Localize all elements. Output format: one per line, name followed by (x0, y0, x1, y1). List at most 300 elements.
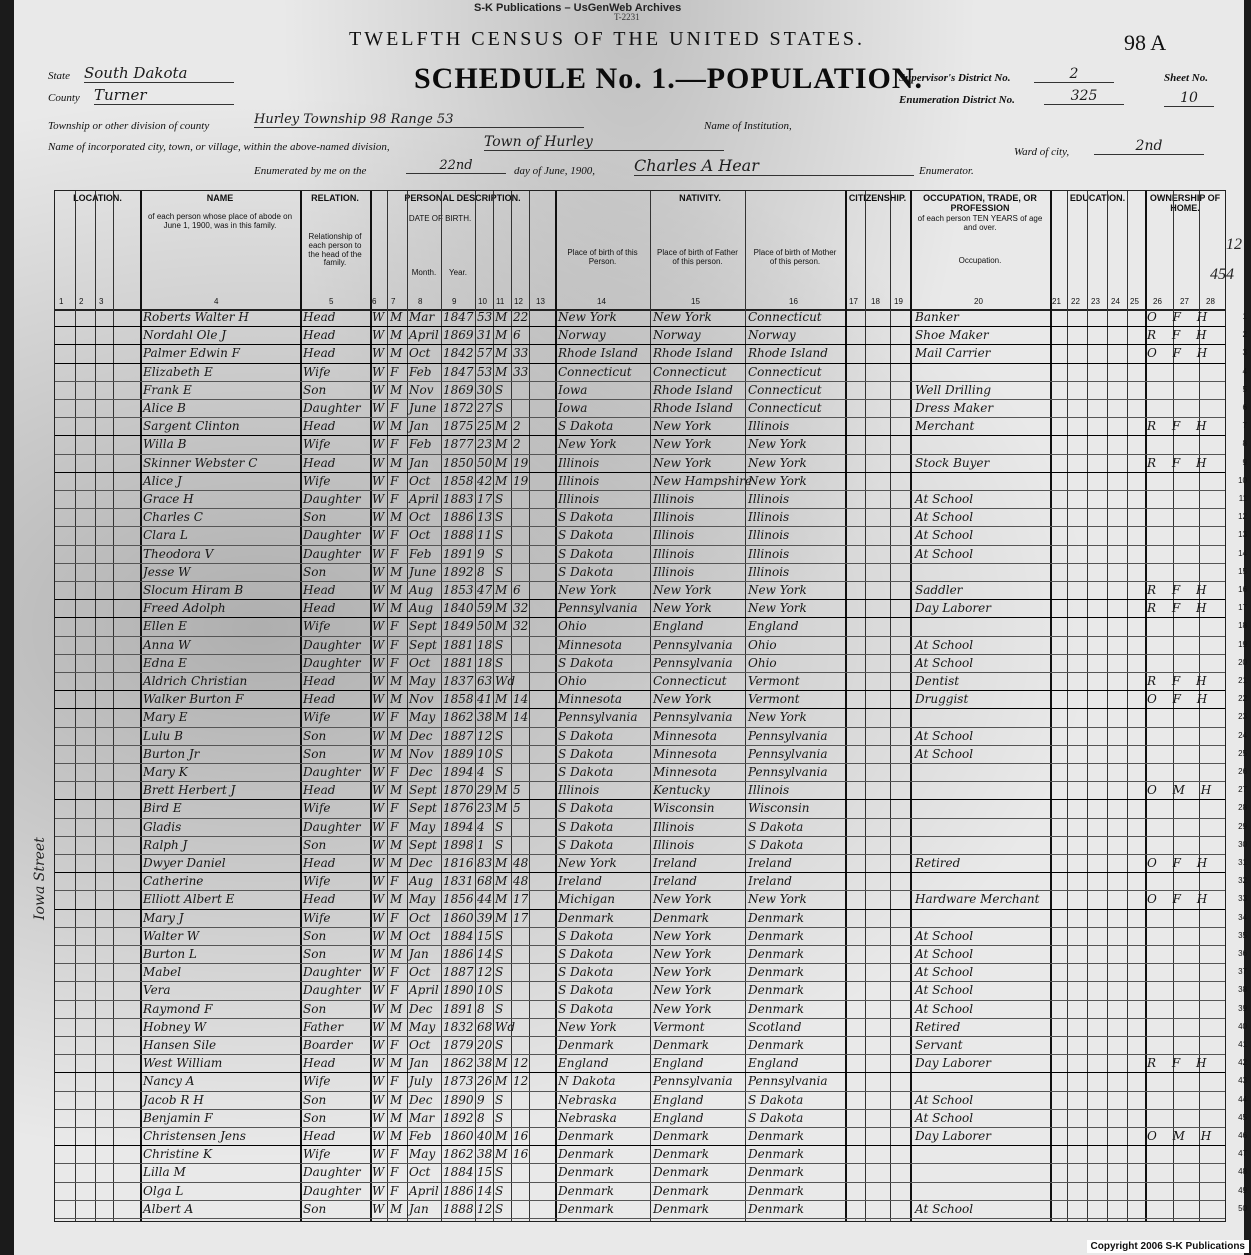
cell-birth-month: Aug (409, 583, 434, 597)
cell-birthplace: N Dakota (558, 1074, 616, 1089)
cell-birth-month: Sept (409, 783, 437, 798)
cell-relation: Daughter (303, 492, 361, 506)
cell-marital-status: M (495, 874, 508, 889)
cell-birth-year: 1887 (443, 965, 474, 980)
cell-father-birthplace: New York (653, 692, 712, 707)
cell-birthplace: Minnesota (558, 637, 623, 652)
cell-relation: Head (303, 328, 336, 343)
cell-mother-birthplace: New York (748, 892, 807, 907)
cell-birth-month: April (409, 1183, 439, 1198)
cell-birthplace: Denmark (558, 1201, 614, 1216)
cell-marital-status: M (495, 1147, 508, 1162)
cell-father-birthplace: Illinois (653, 564, 695, 579)
line-number: 14 (1238, 548, 1247, 558)
table-row (55, 309, 1247, 327)
cell-mother-birthplace: Denmark (748, 928, 804, 943)
table-row (55, 873, 1247, 891)
cell-mother-birthplace: Vermont (748, 692, 800, 707)
cell-birthplace: England (558, 1056, 609, 1071)
cell-sex: M (390, 1001, 403, 1016)
cell-color: W (372, 364, 385, 379)
cell-occupation: At School (915, 1110, 974, 1125)
cell-birth-year: 1888 (443, 528, 474, 543)
cell-birth-year: 1876 (443, 801, 474, 816)
cell-mother-birthplace: Ireland (748, 856, 792, 870)
cell-age: 59 (477, 601, 493, 616)
cell-sex: F (390, 492, 399, 506)
cell-person-name: Edna E (143, 655, 187, 670)
cell-years-married: 6 (513, 328, 521, 343)
cell-ownership: O F H (1147, 310, 1214, 324)
cell-father-birthplace: Minnesota (653, 765, 718, 779)
cell-age: 50 (477, 455, 493, 470)
cell-marital-status: M (495, 619, 508, 634)
cell-age: 68 (477, 1019, 493, 1034)
cell-relation: Head (303, 856, 336, 870)
cell-marital-status: M (495, 601, 508, 616)
column-number: 25 (1130, 297, 1139, 306)
cell-birth-year: 1886 (443, 510, 474, 525)
cell-marital-status: M (495, 801, 508, 816)
cell-mother-birthplace: Illinois (748, 528, 790, 543)
cell-sex: F (390, 965, 399, 980)
cell-mother-birthplace: New York (748, 437, 807, 452)
cell-marital-status: M (495, 346, 508, 361)
cell-person-name: Albert A (143, 1201, 194, 1216)
line-number: 39 (1238, 1003, 1247, 1013)
cell-color: W (372, 674, 385, 688)
cell-father-birthplace: England (653, 619, 704, 634)
table-row (55, 382, 1247, 400)
table-row (55, 1110, 1247, 1128)
cell-color: W (372, 801, 385, 816)
cell-sex: M (390, 728, 403, 743)
cell-occupation: At School (915, 728, 974, 743)
cell-ownership: R F H (1147, 601, 1213, 616)
cell-relation: Daughter (303, 965, 361, 980)
cell-marital-status: S (495, 728, 504, 743)
table-row (55, 637, 1247, 655)
cell-marital-status: S (495, 655, 504, 670)
cell-marital-status: Wd (495, 674, 516, 688)
cell-father-birthplace: Denmark (653, 1147, 709, 1162)
cell-birth-year: 1840 (443, 601, 474, 616)
cell-birth-year: 1891 (443, 1001, 474, 1016)
cell-person-name: Roberts Walter H (143, 310, 249, 324)
cell-person-name: Catherine (143, 874, 204, 889)
cell-relation: Head (303, 346, 336, 361)
cell-marital-status: S (495, 546, 504, 561)
cell-birthplace: Denmark (558, 910, 614, 925)
cell-father-birthplace: Pennsylvania (653, 710, 733, 725)
cell-relation: Daughter (303, 401, 361, 415)
cell-birth-month: Mar (409, 1110, 435, 1125)
column-number: 16 (789, 297, 798, 306)
table-row (55, 1092, 1247, 1110)
margin-note-1: 12 (1226, 236, 1242, 253)
line-number: 36 (1238, 949, 1247, 958)
cell-age: 17 (477, 492, 493, 506)
table-row (55, 764, 1247, 782)
cell-sex: M (390, 346, 403, 361)
cell-relation: Head (303, 1129, 336, 1143)
cell-age: 53 (477, 364, 493, 379)
cell-sex: M (390, 510, 403, 525)
cell-ownership: O F H (1147, 346, 1214, 361)
table-row (55, 327, 1247, 345)
cell-occupation: Dentist (915, 674, 960, 688)
line-number: 25 (1238, 748, 1247, 758)
cell-sex: M (390, 1019, 403, 1034)
cell-birthplace: Denmark (558, 1147, 614, 1162)
table-row (55, 746, 1247, 764)
line-number: 8 (1242, 439, 1247, 449)
cell-father-birthplace: New York (653, 310, 712, 324)
cell-person-name: Alice B (143, 401, 186, 415)
cell-birthplace: S Dakota (558, 965, 614, 980)
cell-birth-year: 1850 (443, 455, 474, 470)
cell-color: W (372, 783, 385, 798)
group-location: LOCATION. (73, 193, 122, 203)
census-sheet (14, 0, 1247, 1255)
cell-father-birthplace: New York (653, 1001, 712, 1016)
cell-sex: M (390, 746, 403, 761)
street-label: Iowa Street (32, 837, 48, 920)
table-row (55, 655, 1247, 673)
cell-mother-birthplace: Ohio (748, 655, 777, 670)
cell-relation: Daughter (303, 637, 361, 652)
cell-marital-status: S (495, 819, 504, 834)
table-row (55, 618, 1247, 636)
table-row (55, 891, 1247, 909)
cell-relation: Head (303, 692, 336, 707)
cell-birth-year: 1875 (443, 419, 474, 434)
column-number: 26 (1153, 297, 1162, 306)
cell-age: 8 (477, 1110, 485, 1125)
cell-relation: Wife (303, 1074, 331, 1089)
cell-mother-birthplace: Denmark (748, 1129, 804, 1143)
cell-ownership: O M H (1147, 783, 1218, 798)
cell-color: W (372, 310, 385, 324)
cell-father-birthplace: England (653, 1092, 704, 1107)
cell-mother-birthplace: Illinois (748, 492, 790, 506)
cell-relation: Wife (303, 710, 331, 725)
cell-sex: F (390, 437, 399, 452)
cell-relation: Son (303, 837, 327, 852)
cell-birth-month: Oct (409, 928, 431, 943)
cell-relation: Son (303, 1092, 327, 1107)
cell-birth-month: Sept (409, 619, 437, 634)
cell-birth-year: 1887 (443, 728, 474, 743)
cell-sex: M (390, 1201, 403, 1216)
cell-mother-birthplace: Wisconsin (748, 801, 810, 816)
cell-color: W (372, 1092, 385, 1107)
line-number: 6 (1242, 403, 1247, 412)
cell-marital-status: M (495, 437, 508, 452)
cell-birth-year: 1847 (443, 310, 474, 324)
cell-color: W (372, 328, 385, 343)
table-row (55, 819, 1247, 837)
cell-marital-status: S (495, 528, 504, 543)
cell-marital-status: M (495, 783, 508, 798)
cell-marital-status: M (495, 1056, 508, 1071)
cell-age: 47 (477, 583, 493, 597)
cell-birth-month: May (409, 819, 436, 834)
cell-mother-birthplace: S Dakota (748, 1092, 804, 1107)
cell-person-name: Christensen Jens (143, 1129, 246, 1143)
cell-birth-month: April (409, 492, 439, 506)
copyright-notice: Copyright 2006 S-K Publications (1087, 1240, 1249, 1253)
cell-marital-status: S (495, 947, 504, 961)
line-number: 28 (1238, 803, 1247, 813)
cell-birthplace: S Dakota (558, 801, 614, 816)
cell-birth-month: Sept (409, 837, 437, 852)
cell-sex: F (390, 710, 399, 725)
cell-relation: Head (303, 419, 336, 434)
cell-color: W (372, 473, 385, 488)
cell-years-married: 19 (513, 455, 529, 470)
cell-mother-birthplace: Denmark (748, 1165, 804, 1180)
cell-age: 83 (477, 856, 493, 870)
cell-occupation: At School (915, 928, 974, 943)
cell-marital-status: M (495, 419, 508, 434)
cell-age: 39 (477, 910, 493, 925)
cell-father-birthplace: Denmark (653, 910, 709, 925)
cell-color: W (372, 856, 385, 870)
cell-relation: Wife (303, 874, 331, 889)
cell-marital-status: S (495, 1183, 504, 1198)
cell-color: W (372, 419, 385, 434)
cell-birth-year: 1892 (443, 564, 474, 579)
line-number: 35 (1238, 930, 1247, 940)
line-number: 13 (1238, 530, 1247, 540)
line-number: 16 (1238, 585, 1247, 594)
table-row (55, 1001, 1247, 1019)
column-number: 1 (59, 297, 64, 306)
cell-mother-birthplace: England (748, 619, 799, 634)
cell-person-name: Frank E (143, 382, 192, 397)
cell-father-birthplace: Denmark (653, 1038, 709, 1052)
cell-marital-status: S (495, 1038, 504, 1052)
cell-father-birthplace: Wisconsin (653, 801, 715, 816)
ward-label: Ward of city, (1014, 146, 1070, 158)
cell-father-birthplace: Denmark (653, 1183, 709, 1198)
cell-birth-month: Oct (409, 528, 431, 543)
cell-birthplace: New York (558, 310, 617, 324)
cell-relation: Wife (303, 1147, 331, 1162)
cell-father-birthplace: New Hampshire (653, 473, 752, 488)
cell-father-birthplace: Vermont (653, 1019, 705, 1034)
cell-age: 15 (477, 1165, 493, 1180)
table-row (55, 1128, 1247, 1146)
column-number: 2 (79, 297, 84, 306)
cell-age: 13 (477, 510, 493, 525)
group-citizenship: CITIZENSHIP. (848, 193, 907, 203)
cell-mother-birthplace: New York (748, 601, 807, 616)
table-row (55, 982, 1247, 1000)
cell-color: W (372, 837, 385, 852)
cell-birth-year: 1873 (443, 1074, 474, 1089)
column-number: 7 (391, 297, 396, 306)
cell-age: 63 (477, 674, 493, 688)
cell-occupation: At School (915, 965, 974, 980)
table-row (55, 546, 1247, 564)
cell-sex: M (390, 1110, 403, 1125)
cell-person-name: Elizabeth E (143, 364, 213, 379)
cell-person-name: Hansen Sile (143, 1038, 217, 1052)
cell-mother-birthplace: Norway (748, 328, 796, 343)
cell-father-birthplace: Connecticut (653, 674, 727, 688)
cell-birthplace: S Dakota (558, 837, 614, 852)
cell-person-name: Mary J (143, 910, 184, 925)
table-row (55, 1201, 1247, 1219)
cell-birth-year: 1891 (443, 546, 474, 561)
state-label: State (48, 70, 70, 82)
cell-age: 23 (477, 437, 493, 452)
group-name: NAME (206, 193, 234, 203)
cell-birth-year: 1877 (443, 437, 474, 452)
table-row (55, 491, 1247, 509)
cell-age: 12 (477, 728, 493, 743)
cell-sex: M (390, 928, 403, 943)
cell-color: W (372, 1147, 385, 1162)
cell-occupation: At School (915, 1092, 974, 1107)
cell-mother-birthplace: Vermont (748, 674, 800, 688)
cell-birthplace: S Dakota (558, 564, 614, 579)
cell-color: W (372, 1201, 385, 1216)
cell-relation: Wife (303, 437, 331, 452)
cell-relation: Wife (303, 364, 331, 379)
cell-color: W (372, 655, 385, 670)
cell-person-name: Jesse W (143, 564, 191, 579)
cell-birth-year: 1862 (443, 710, 474, 725)
cell-color: W (372, 728, 385, 743)
cell-marital-status: S (495, 746, 504, 761)
cell-sex: F (390, 546, 399, 561)
cell-mother-birthplace: Illinois (748, 546, 790, 561)
cell-color: W (372, 583, 385, 597)
cell-years-married: 17 (513, 910, 529, 925)
table-row (55, 1146, 1247, 1164)
cell-color: W (372, 910, 385, 925)
cell-mother-birthplace: Denmark (748, 1147, 804, 1162)
table-row (55, 691, 1247, 709)
cell-birth-year: 1890 (443, 983, 474, 998)
cell-age: 42 (477, 473, 493, 488)
line-number: 21 (1238, 676, 1247, 685)
cell-birth-year: 1849 (443, 619, 474, 634)
cell-birth-month: Aug (409, 874, 434, 889)
cell-birthplace: Connecticut (558, 364, 632, 379)
cell-birth-month: May (409, 892, 436, 907)
cell-sex: M (390, 674, 403, 688)
cell-birthplace: Denmark (558, 1165, 614, 1180)
cell-birth-month: Feb (409, 546, 432, 561)
supervisor-value: 2 (1034, 66, 1114, 83)
cell-occupation: Druggist (915, 692, 969, 707)
column-number: 9 (452, 297, 457, 306)
cell-occupation: Day Laborer (915, 601, 991, 616)
cell-color: W (372, 746, 385, 761)
table-row (55, 855, 1247, 873)
cell-color: W (372, 892, 385, 907)
cell-birth-month: Oct (409, 346, 431, 361)
cell-birth-year: 1858 (443, 692, 474, 707)
table-row (55, 509, 1247, 527)
cell-father-birthplace: Norway (653, 328, 701, 343)
cell-occupation: At School (915, 655, 974, 670)
line-number: 32 (1238, 876, 1247, 886)
cell-birth-year: 1869 (443, 328, 474, 343)
cell-sex: M (390, 783, 403, 798)
cell-birthplace: Denmark (558, 1183, 614, 1198)
cell-occupation: Banker (915, 310, 959, 324)
cell-sex: F (390, 473, 399, 488)
cell-mother-birthplace: England (748, 1056, 799, 1071)
cell-person-name: Ralph J (143, 837, 188, 852)
cell-age: 27 (477, 401, 493, 415)
cell-father-birthplace: Pennsylvania (653, 637, 733, 652)
cell-relation: Son (303, 1201, 327, 1216)
cell-birth-year: 1879 (443, 1038, 474, 1052)
cell-color: W (372, 983, 385, 998)
cell-birth-month: Feb (409, 1129, 432, 1143)
cell-sex: F (390, 1038, 399, 1052)
name-header: of each person whose place of abode on June 1, 1900, was in this family. (147, 212, 293, 230)
cell-birthplace: S Dakota (558, 765, 614, 779)
line-number: 49 (1238, 1185, 1247, 1195)
cell-relation: Daughter (303, 765, 361, 779)
cell-marital-status: S (495, 837, 504, 852)
cell-marital-status: S (495, 564, 504, 579)
cell-relation: Son (303, 728, 327, 743)
cell-birthplace: S Dakota (558, 819, 614, 834)
cell-person-name: Slocum Hiram B (143, 583, 244, 597)
cell-marital-status: M (495, 910, 508, 925)
cell-birth-year: 1894 (443, 819, 474, 834)
cell-relation: Son (303, 947, 327, 961)
cell-father-birthplace: New York (653, 965, 712, 980)
group-nativity: NATIVITY. (679, 193, 721, 203)
table-row (55, 837, 1247, 855)
cell-relation: Wife (303, 801, 331, 816)
page-number: 98 A (1124, 30, 1167, 55)
cell-birthplace: Illinois (558, 473, 600, 488)
cell-person-name: Charles C (143, 510, 203, 525)
cell-mother-birthplace: Denmark (748, 1201, 804, 1216)
column-number: 21 (1052, 297, 1061, 306)
cell-age: 10 (477, 746, 493, 761)
cell-person-name: Mary K (143, 765, 188, 779)
line-number: 44 (1238, 1094, 1247, 1104)
cell-father-birthplace: New York (653, 437, 712, 452)
cell-birthplace: S Dakota (558, 928, 614, 943)
cell-father-birthplace: Illinois (653, 819, 695, 834)
cell-birth-year: 1853 (443, 583, 474, 597)
cell-mother-birthplace: Denmark (748, 1183, 804, 1198)
cell-age: 11 (477, 528, 493, 543)
column-number: 13 (536, 297, 545, 306)
table-row (55, 910, 1247, 928)
cell-occupation: At School (915, 492, 974, 506)
table-row (55, 400, 1247, 418)
cell-age: 38 (477, 1056, 493, 1071)
birth-mother-header: Place of birth of Mother of this person. (753, 248, 837, 266)
cell-sex: F (390, 765, 399, 779)
cell-marital-status: S (495, 965, 504, 980)
column-number: 20 (974, 297, 983, 306)
cell-birth-year: 1881 (443, 637, 474, 652)
